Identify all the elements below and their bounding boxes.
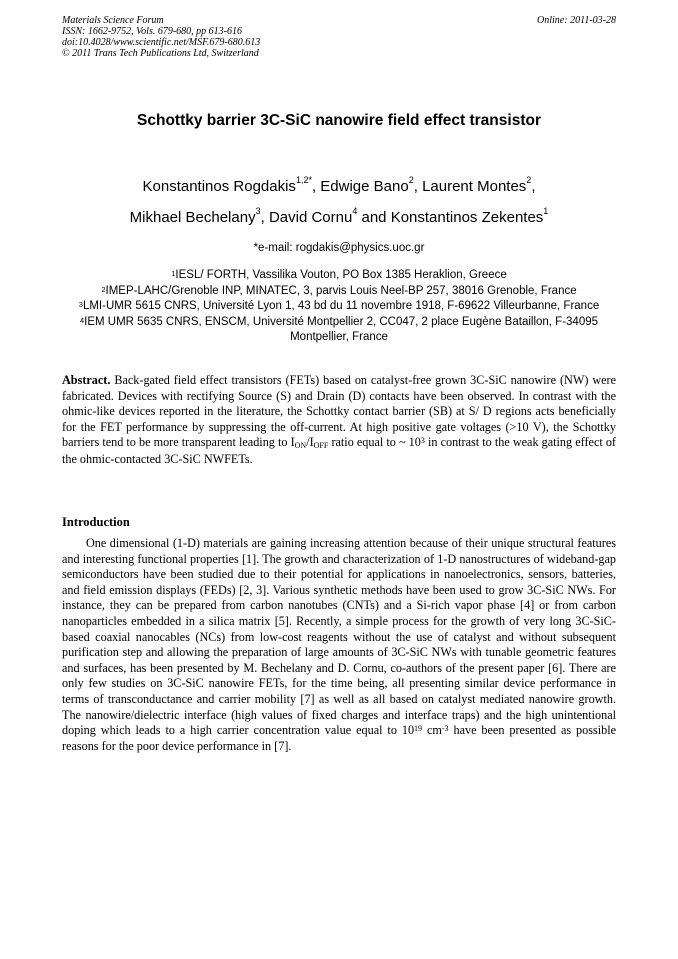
affiliation-number: 3 bbox=[78, 300, 83, 309]
abstract-text: in contrast to the weak gating effect of the ohmic-contacted 3C-SiC NWFETs. bbox=[62, 435, 616, 466]
author-sup: 2 bbox=[408, 175, 414, 185]
online-date: Online: 2011-03-28 bbox=[537, 15, 616, 26]
doi-line[interactable]: doi:10.4028/www.scientific.net/MSF.679-680.613 bbox=[62, 37, 261, 48]
affiliation-text: IEM UMR 5635 CNRS, ENSCM, Université Montpellier 2, CC047, 2 place Eugène Bataillon, F-34095 Montpellier, France bbox=[84, 315, 599, 343]
subscript-on: ON bbox=[294, 441, 307, 450]
affiliation-text: LMI-UMR 5615 CNRS, Université Lyon 1, 43 bd du 11 novembre 1918, F-69622 Villeurbanne, France bbox=[82, 300, 600, 312]
affiliation-number: 4 bbox=[79, 315, 85, 325]
abstract-text: Back-gated field effect transistors (FETs) based on catalyst-free grown 3C-SiC nanowire (NW) were fabricated. Devices with rectifying Source (S) and Drain (D) contacts have been observed. In contrast with the ohmic-like devices reported in the literature, the Schottky contact barrier (SB) at S/ D regions acts beneficially for the FET performance by suppressing the off-current. At high positive gate voltages (>10 V), the Schottky barriers tend to be more transparent leading to I bbox=[62, 373, 616, 449]
author-sup: 1,2* bbox=[295, 175, 312, 185]
journal-name: Materials Science Forum bbox=[62, 15, 164, 26]
affiliation-text: IMEP-LAHC/Grenoble INP, MINATEC, 3, parvis Louis Neel-BP 257, 38016 Grenoble, France bbox=[105, 284, 577, 297]
affiliation-2 bbox=[62, 284, 616, 300]
affiliations bbox=[62, 268, 616, 346]
author-sup: 2 bbox=[526, 175, 532, 185]
superscript-exponent: 19 bbox=[414, 724, 423, 734]
author-sup: 3 bbox=[255, 206, 261, 216]
abstract-text: /I bbox=[306, 435, 314, 449]
subscript-off: OFF bbox=[313, 441, 329, 450]
superscript-exponent: -3 bbox=[441, 724, 449, 734]
abstract-text: ratio equal to ~ 10 bbox=[328, 435, 421, 449]
and-text: and bbox=[361, 209, 387, 226]
author-line-2: Mikhael Bechelany$^3$, David Cornu$^4$ and Konstantinos Zekentes$^1$ bbox=[129, 206, 549, 226]
affiliation-3 bbox=[62, 299, 616, 315]
author-name: Edwige Bano bbox=[320, 178, 409, 195]
author-name: Laurent Montes bbox=[422, 178, 527, 195]
section-heading-introduction: Introduction bbox=[62, 515, 130, 529]
issn-line: ISSN: 1662-9752, Vols. 679-680, pp 613-616 bbox=[62, 26, 242, 37]
affiliation-1 bbox=[62, 268, 616, 284]
affiliation-number: 2 bbox=[101, 284, 106, 294]
author-name: Konstantinos Zekentes bbox=[390, 209, 544, 226]
author-name: David Cornu bbox=[268, 209, 353, 226]
affiliation-4 bbox=[62, 315, 616, 346]
copyright-line: © 2011 Trans Tech Publications Ltd, Switzerland bbox=[62, 48, 259, 59]
abstract bbox=[62, 373, 616, 467]
paper-title: Schottky barrier 3C-SiC nanowire field effect transistor bbox=[137, 112, 541, 129]
author-sup: 1 bbox=[543, 206, 549, 216]
paragraph-text: have been presented as possible reasons for the poor device performance in [7]. bbox=[62, 723, 617, 753]
affiliation-number: 1 bbox=[171, 269, 176, 278]
abstract-label: Abstract. bbox=[62, 373, 111, 387]
journal-header bbox=[62, 15, 616, 59]
author-sup: 4 bbox=[352, 206, 358, 216]
author-name: Konstantinos Rogdakis bbox=[142, 178, 296, 195]
corresponding-email[interactable]: *e-mail: rogdakis@physics.uoc.gr bbox=[253, 242, 425, 254]
affiliation-text: IESL/ FORTH, Vassilika Vouton, PO Box 1385 Heraklion, Greece bbox=[175, 269, 507, 281]
author-name: Mikhael Bechelany bbox=[129, 209, 256, 226]
superscript-exponent: 3 bbox=[420, 436, 425, 445]
introduction-paragraph bbox=[62, 536, 616, 754]
author-line-1: Konstantinos Rogdakis$^{1,2*}$, Edwige Bano$^2$, Laurent Montes$^2$, bbox=[142, 175, 536, 195]
paragraph-text: One dimensional (1-D) materials are gaining increasing attention because of their unique structural features and interesting functional properties [1]. The growth and characterization of 1-D nanostructures of wideband-gap semiconductors have been studied due to their potential for applications in nanoelectronics, sensors, batteries, and field emission displays (FEDs) [2, 3]. Various synthetic methods have been used to grow 3C-SiC NWs. For instance, they can be prepared from carbon nanotubes (CNTs) and a Si-rich vapor phase [4] or from carbon nanoparticles embedded in a silica matrix [5]. Recently, a simple process for the growth of very long 3C-SiC-based coaxial nanocables (NCs) from low-cost reagents without the use of catalyst and without subsequent purification step and allowing the preparation of large amounts of 3C-SiC NWs with tunable geometric features and surfaces, has been presented by M. Bechelany and D. Cornu, co-authors of the present paper [6]. There are only few studies on 3C-SiC nanowire FETs, for the time being, all presenting similar device performance in terms of transconductance and carrier mobility [7] as well as all based on catalyst mediated nanowire growth. The nanowire/dielectric interface (high values of fixed charges and interface traps) and the high unintentional doping which leads to a high carrier concentration value equal to 10 bbox=[62, 536, 616, 738]
paragraph-text: cm bbox=[422, 723, 442, 738]
